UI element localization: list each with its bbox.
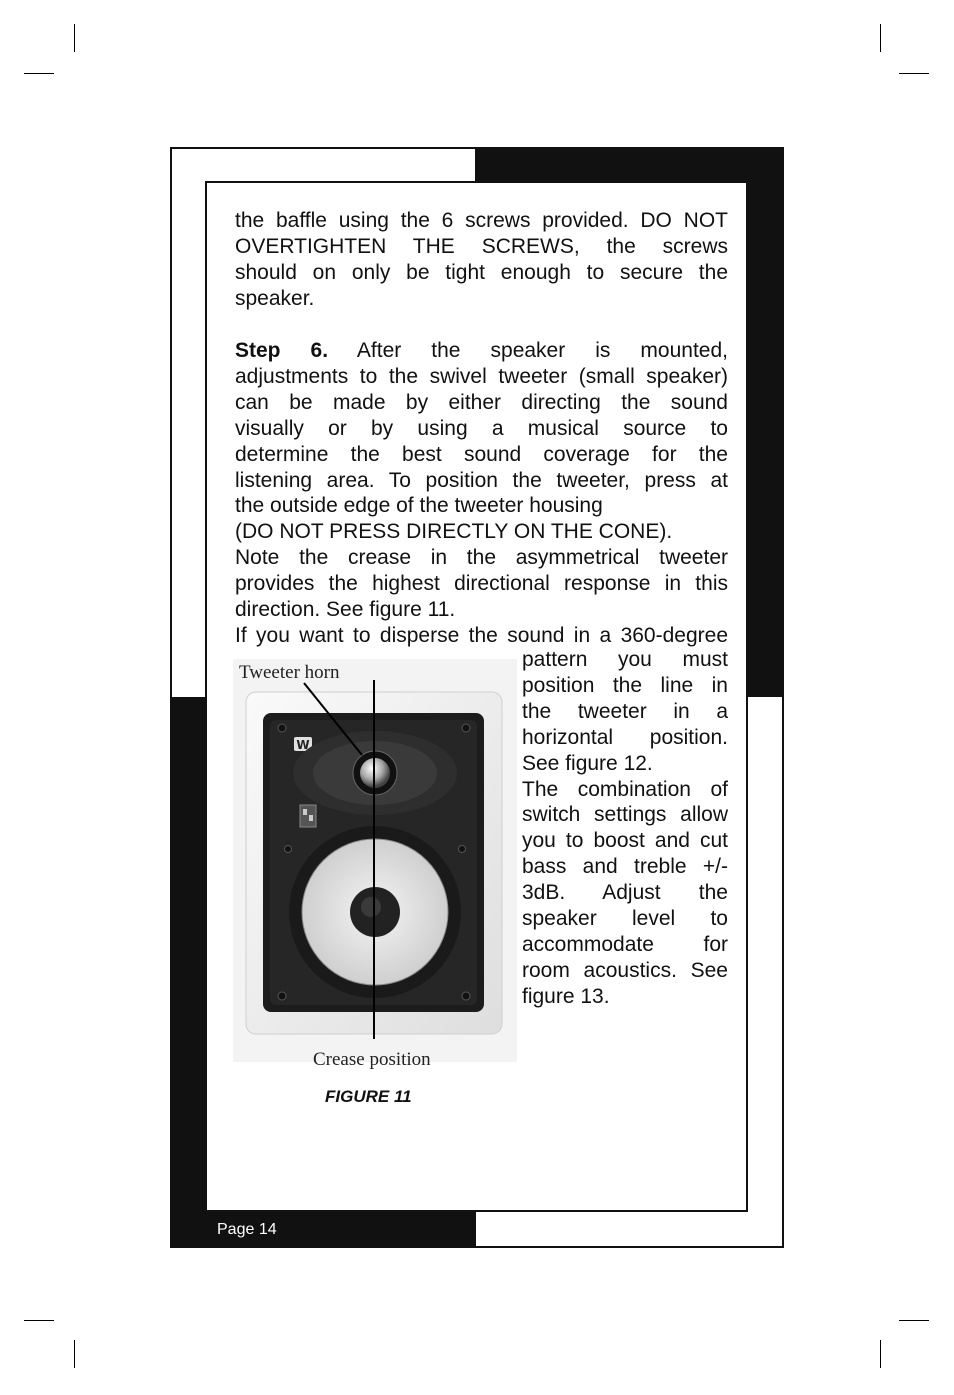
text-line: If you want to disperse the sound in a 360-degree [235, 623, 728, 647]
text-line: 3dB. Adjust the [522, 881, 728, 905]
text-line: position the line in [522, 673, 728, 697]
text-line: Note the crease in the asymmetrical tweeter [235, 546, 728, 570]
text-line: adjustments to the swivel tweeter (small speaker) [235, 364, 728, 388]
screw [459, 846, 466, 853]
text-line: bass and treble +/- [522, 855, 728, 879]
page-number: Page 14 [217, 1221, 277, 1238]
crop-mark [880, 24, 881, 52]
text-line: room acoustics. See [522, 958, 728, 982]
speaker-figure [230, 655, 520, 1065]
switch-panel [300, 805, 316, 827]
figure-caption: FIGURE 11 [325, 1087, 412, 1106]
paragraph-screws [235, 208, 728, 312]
text-line: listening area. To position the tweeter, press at [235, 468, 728, 492]
text-line: you to boost and cut [522, 829, 728, 853]
brand-logo-glyph: W [296, 738, 310, 752]
screw [462, 724, 470, 732]
text-line: accommodate for [522, 932, 728, 956]
text-line: OVERTIGHTEN THE SCREWS, the screws [235, 234, 728, 258]
text-line: determine the best sound coverage for the [235, 442, 728, 466]
frame-left-lower-band [170, 697, 206, 1248]
text-line: the baffle using the 6 screws provided. DO NOT [235, 209, 728, 232]
frame-top-right-band [475, 147, 784, 182]
step-label: Step 6. [235, 339, 329, 362]
step-first-text: After the speaker is mounted, [356, 339, 728, 362]
text-line: (DO NOT PRESS DIRECTLY ON THE CONE). [235, 520, 673, 544]
text-line: provides the highest directional response in this [235, 572, 728, 596]
text-line: switch settings allow [522, 803, 728, 827]
crease-position-label: Crease position [313, 1049, 431, 1070]
text-line: horizontal position. [522, 725, 728, 749]
text-line: figure 13. [522, 984, 610, 1008]
text-line: direction. See figure 11. [235, 598, 456, 622]
tweeter-horn-label: Tweeter horn [239, 662, 340, 683]
frame-bottom-left-band [170, 1212, 476, 1248]
treble-switch [309, 815, 313, 821]
bass-switch [303, 809, 307, 815]
crop-mark [880, 1340, 881, 1368]
crop-mark [899, 73, 929, 74]
text-line: the tweeter in a [522, 699, 728, 723]
text-line: can be made by either directing the sound [235, 390, 728, 414]
text-line: visually or by using a musical source to [235, 416, 728, 440]
paragraph-wrap [522, 647, 728, 1010]
screw [278, 992, 286, 1000]
text-line: The combination of [522, 777, 728, 801]
text-line: speaker. [235, 286, 315, 310]
text-line: speaker level to [522, 907, 728, 931]
screw [278, 724, 286, 732]
dust-cap-highlight [361, 897, 381, 917]
crop-mark [24, 1320, 54, 1321]
screw [462, 992, 470, 1000]
crop-mark [899, 1320, 929, 1321]
text-line: the outside edge of the tweeter housing [235, 494, 603, 518]
text-line: should on only be tight enough to secure the [235, 260, 728, 284]
text-line [235, 338, 728, 364]
screw [285, 846, 292, 853]
frame-right-upper-band [748, 147, 784, 697]
crop-mark [74, 1340, 75, 1368]
crop-mark [24, 73, 54, 74]
text-line: See figure 12. [522, 751, 653, 775]
text-line: pattern you must [522, 648, 728, 671]
crop-mark [74, 24, 75, 52]
paragraph-step-6 [235, 338, 728, 649]
